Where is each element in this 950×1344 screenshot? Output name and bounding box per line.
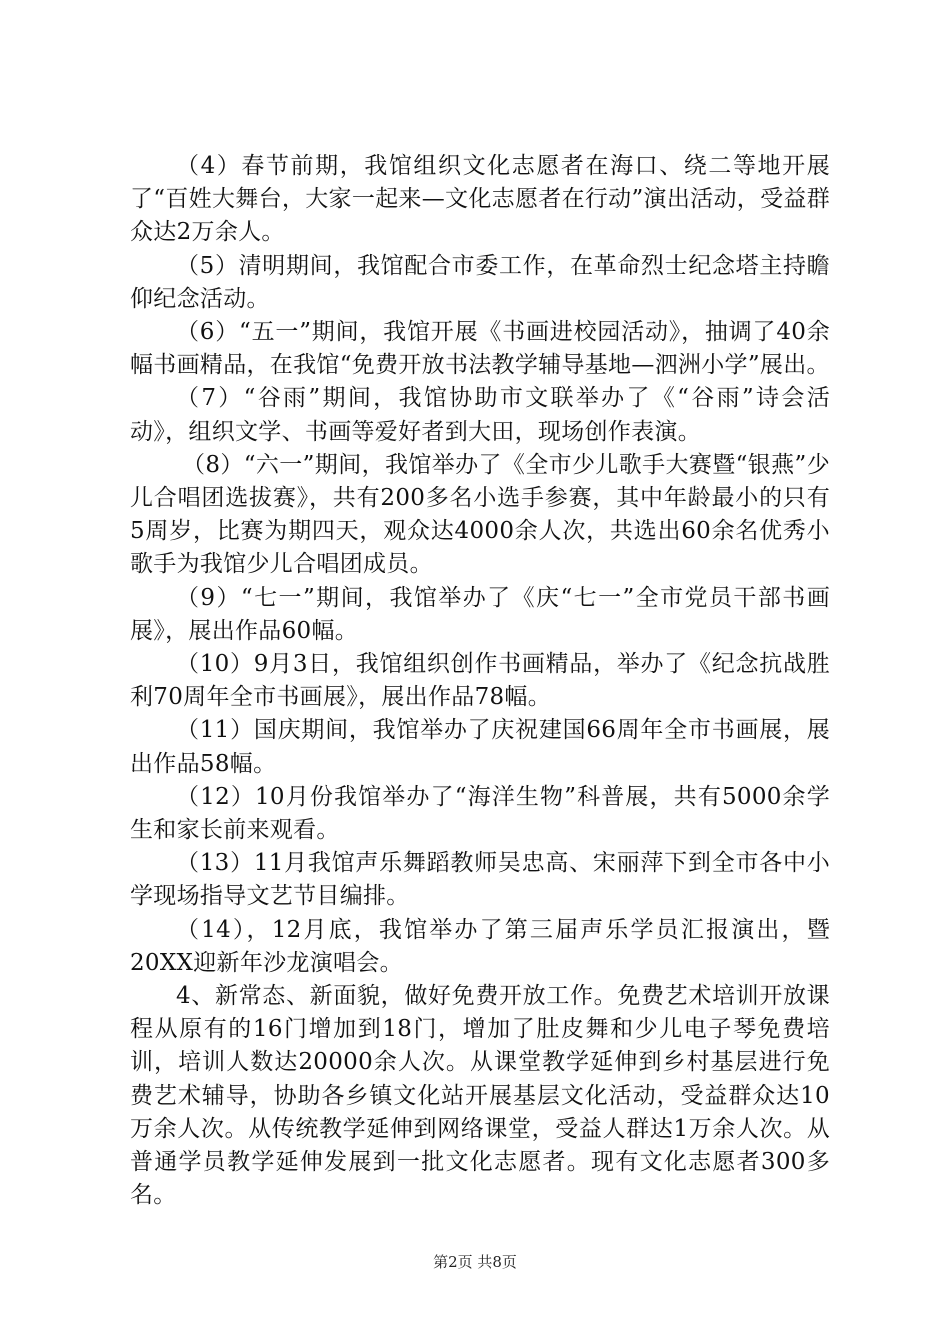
paragraph-item-7: （7）“谷雨”期间，我馆协助市文联举办了《“谷雨”诗会活动》，组织文学、书画等爱好者到大田，现场创作表演。 xyxy=(130,385,830,445)
paragraph-section-4: 4、新常态、新面貌，做好免费开放工作。免费艺术培训开放课程从原有的16门增加到18门，增加了肚皮舞和少儿电子琴免费培训，培训人数达20000余人次。从课堂教学延伸到乡村基层进行免费艺术辅导，协助各乡镇文化站开展基层文化活动，受益群众达10万余人次。从传统教学延伸到网络课堂，受益人群达1万余人次。从普通学员教学延伸发展到一批文化志愿者。现有文化志愿者300多名。 xyxy=(130,983,830,1209)
paragraph-item-8: （8）“六一”期间，我馆举办了《全市少儿歌手大赛暨“银燕”少儿合唱团选拔赛》，共有200多名小选手参赛，其中年龄最小的只有5周岁，比赛为期四天，观众达4000余人次，共选出60余名优秀小歌手为我馆少儿合唱团成员。 xyxy=(130,451,830,578)
paragraph-item-4: （4）春节前期，我馆组织文化志愿者在海口、绕二等地开展了“百姓大舞台，大家一起来—文化志愿者在行动”演出活动，受益群众达2万余人。 xyxy=(130,153,830,246)
paragraph-item-11: （11）国庆期间，我馆举办了庆祝建国66周年全市书画展，展出作品58幅。 xyxy=(130,717,830,777)
paragraph-item-13: （13）11月我馆声乐舞蹈教师吴忠高、宋丽萍下到全市各中小学现场指导文艺节目编排。 xyxy=(130,850,830,910)
paragraph-item-14: （14），12月底，我馆举办了第三届声乐学员汇报演出，暨20XX迎新年沙龙演唱会。 xyxy=(130,916,830,976)
paragraph-item-10: （10）9月3日，我馆组织创作书画精品，举办了《纪念抗战胜利70周年全市书画展》，展出作品78幅。 xyxy=(130,651,830,711)
document-body xyxy=(130,150,830,1213)
paragraph-item-9: （9）“七一”期间，我馆举办了《庆“七一”全市党员干部书画展》，展出作品60幅。 xyxy=(130,584,830,644)
page-footer: 第2页 共8页 xyxy=(433,1253,517,1271)
paragraph-item-5: （5）清明期间，我馆配合市委工作，在革命烈士纪念塔主持瞻仰纪念活动。 xyxy=(130,252,830,312)
paragraph-item-6: （6）“五一”期间，我馆开展《书画进校园活动》，抽调了40余幅书画精品，在我馆“免费开放书法教学辅导基地—泗洲小学”展出。 xyxy=(130,319,830,379)
paragraph-item-12: （12）10月份我馆举办了“海洋生物”科普展，共有5000余学生和家长前来观看。 xyxy=(130,783,830,844)
